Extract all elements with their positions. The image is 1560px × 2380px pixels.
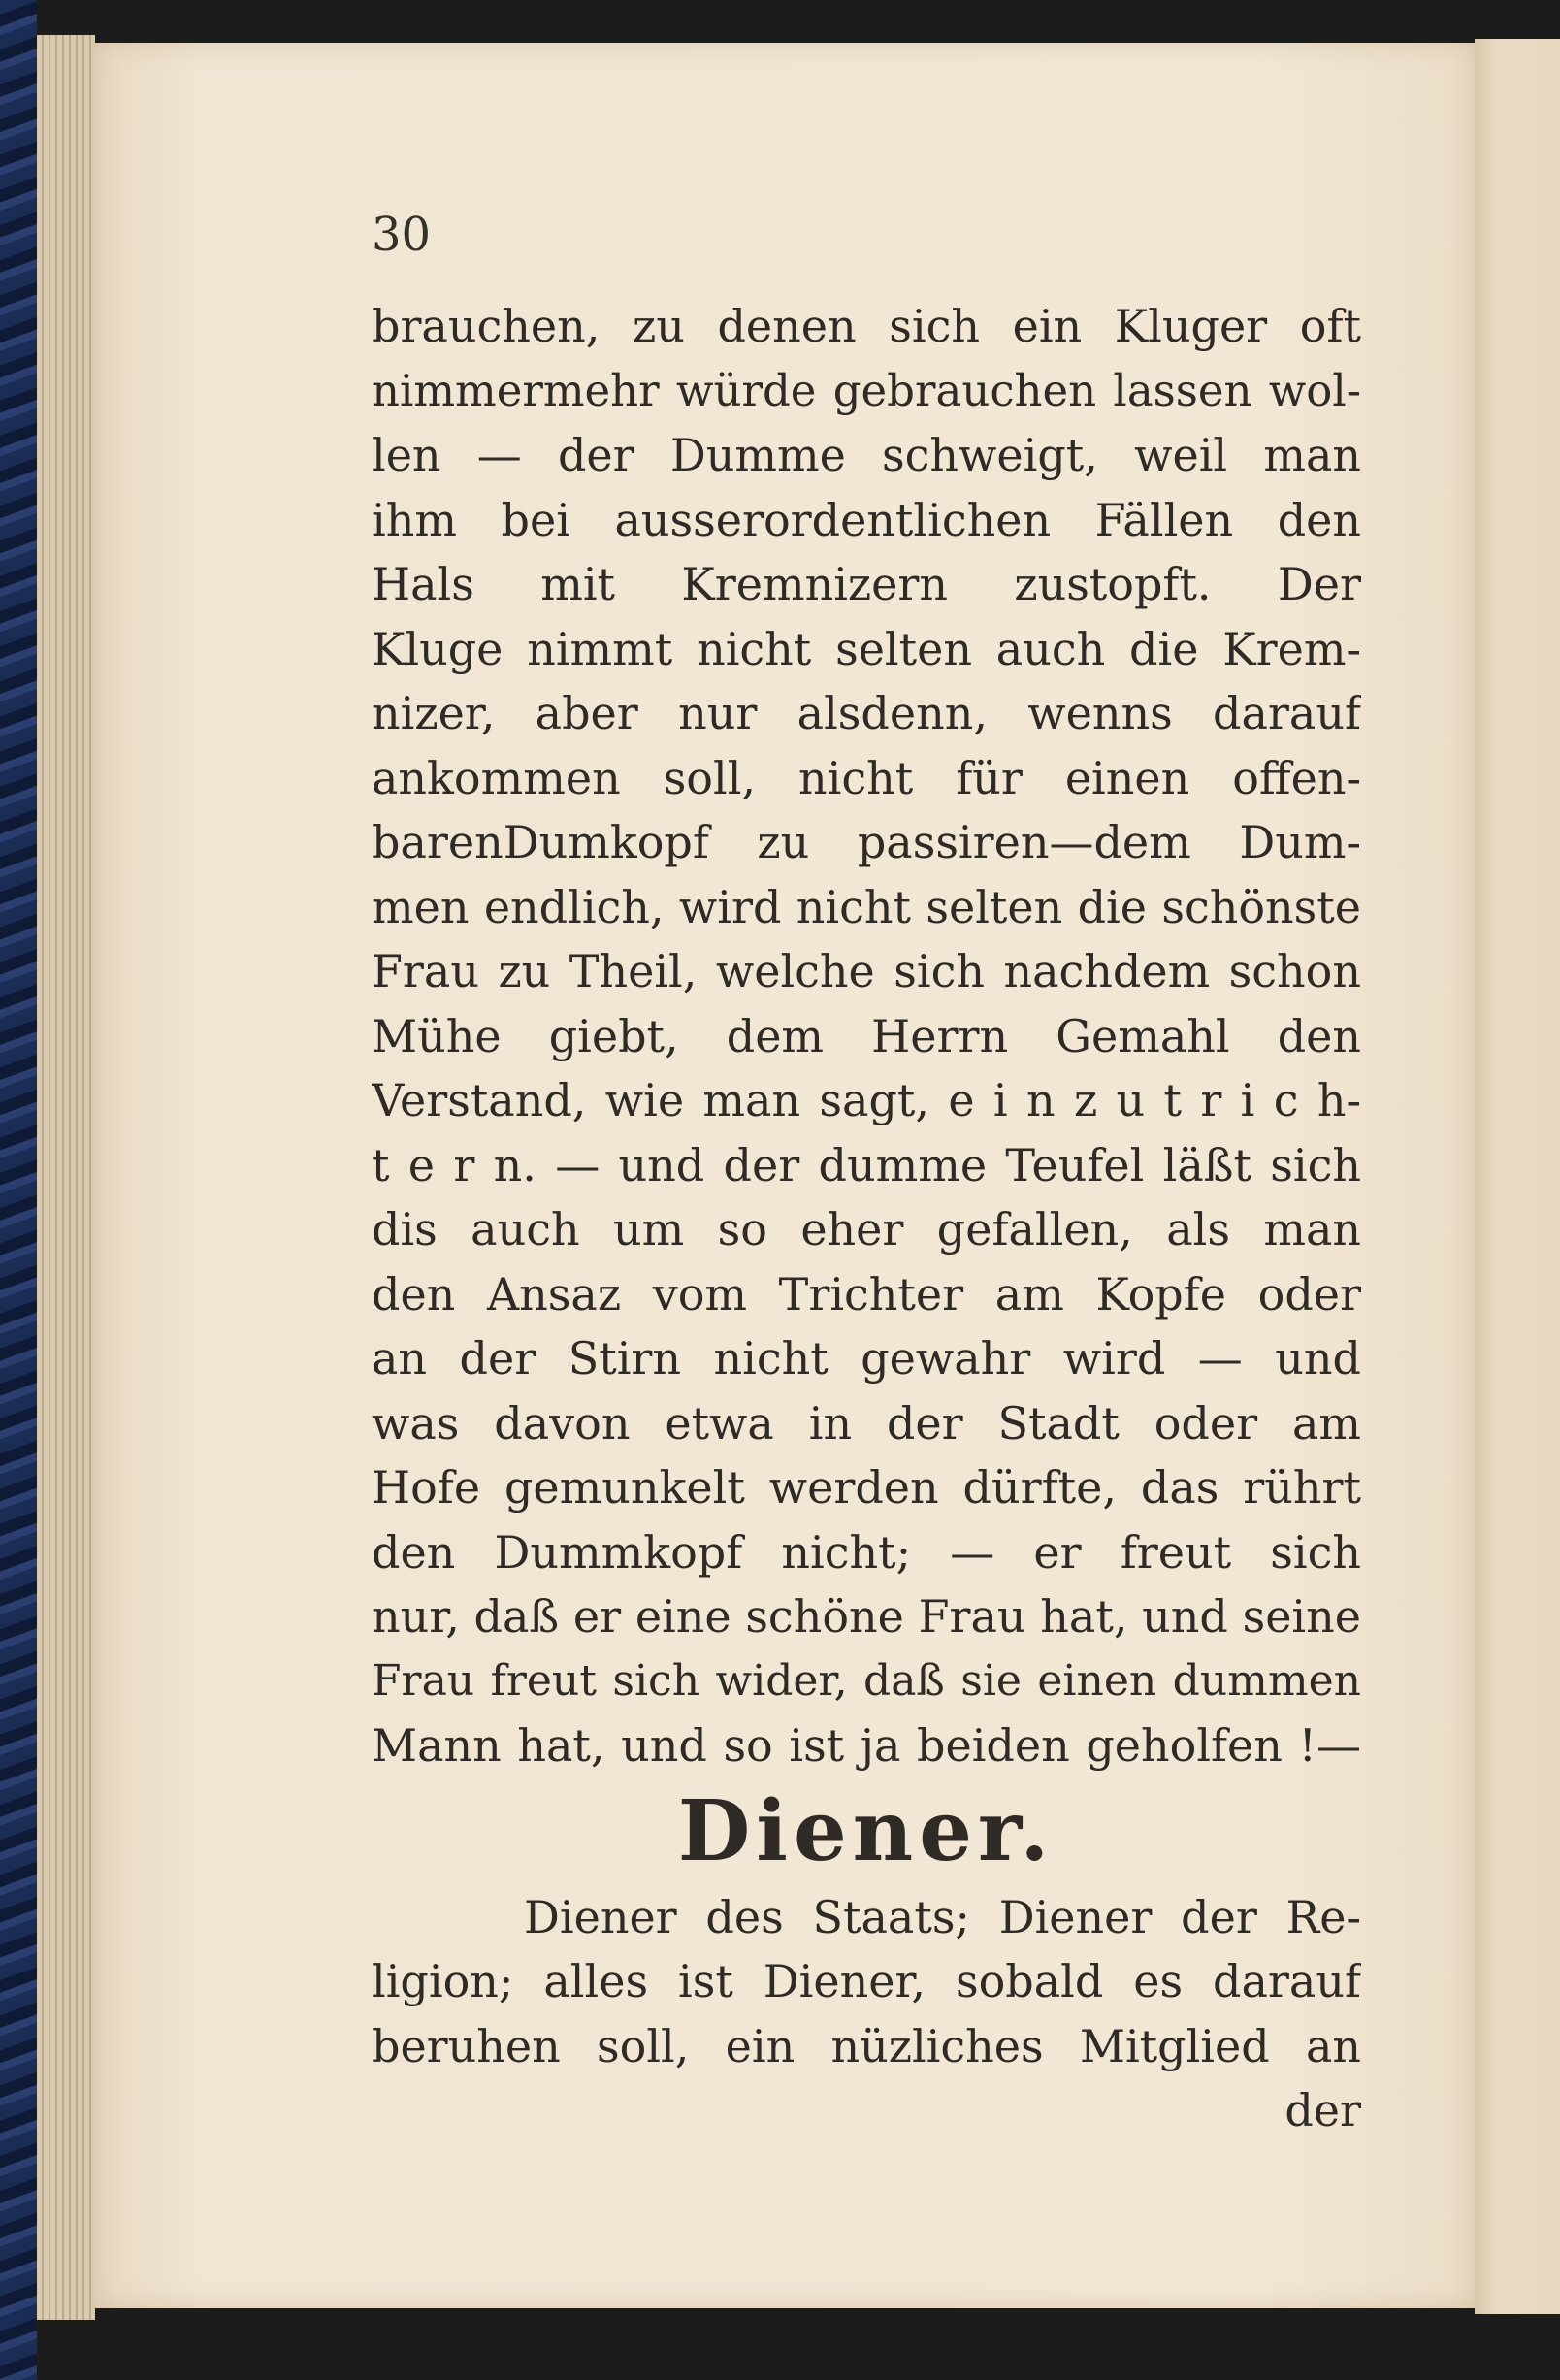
section-heading: Diener. [677, 1781, 1056, 1880]
text-line: Mann hat, und so ist ja beiden geholfen !— [372, 1719, 1361, 1772]
text-line: den Dummkopf nicht; — er freut sich [372, 1525, 1361, 1579]
text-line: dis auch um so eher gefallen, als man [372, 1203, 1361, 1255]
page-stack-edges [37, 35, 95, 2320]
text-line: an der Stirn nicht gewahr wird — und [372, 1332, 1361, 1385]
text-line: nimmermehr würde gebrauchen lassen wol- [372, 364, 1361, 416]
text-line: Hals mit Kremnizern zustopft. Der [372, 558, 1361, 610]
text-line: men endlich, wird nicht selten die schönste [372, 880, 1361, 933]
page-body [372, 294, 1361, 2143]
text-line: Frau zu Theil, welche sich nachdem schon [372, 945, 1361, 997]
book-cover-edge [0, 0, 37, 2380]
text-line: ihm bei ausserordentlichen Fällen den [372, 493, 1361, 546]
text-line: len — der Dumme schweigt, weil man [372, 429, 1361, 481]
text-line: nur, daß er eine schöne Frau hat, und seine [372, 1590, 1361, 1643]
text-line: t e r n. — und der dumme Teufel läßt sich [372, 1138, 1361, 1191]
text-line: Diener des Staats; Diener der Re- [524, 1890, 1361, 1943]
text-line: Hofe gemunkelt werden dürfte, das rührt [372, 1461, 1361, 1514]
text-line: brauchen, zu denen sich ein Kluger oft [372, 300, 1361, 352]
text-line: ankommen soll, nicht für einen offen- [372, 751, 1361, 804]
page-number: 30 [372, 208, 432, 262]
text-line: Verstand, wie man sagt, e i n z u t r i c h- [372, 1074, 1361, 1126]
text-line: Kluge nimmt nicht selten auch die Krem- [372, 622, 1361, 675]
catchword: der [1284, 2084, 1361, 2136]
text-line: barenDumkopf zu passiren—dem Dum- [372, 816, 1361, 868]
text-line: den Ansaz vom Trichter am Kopfe oder [372, 1267, 1361, 1320]
facing-page-edge [1475, 39, 1560, 2314]
text-line: Frau freut sich wider, daß sie einen dummen [372, 1655, 1361, 1706]
text-line: nizer, aber nur alsdenn, wenns darauf [372, 687, 1361, 739]
text-line: was davon etwa in der Stadt oder am [372, 1396, 1361, 1450]
text-line: ligion; alles ist Diener, sobald es darauf [372, 1955, 1361, 2007]
text-line: beruhen soll, ein nüzliches Mitglied an [372, 2019, 1361, 2072]
text-line: Mühe giebt, dem Herrn Gemahl den [372, 1009, 1361, 1062]
